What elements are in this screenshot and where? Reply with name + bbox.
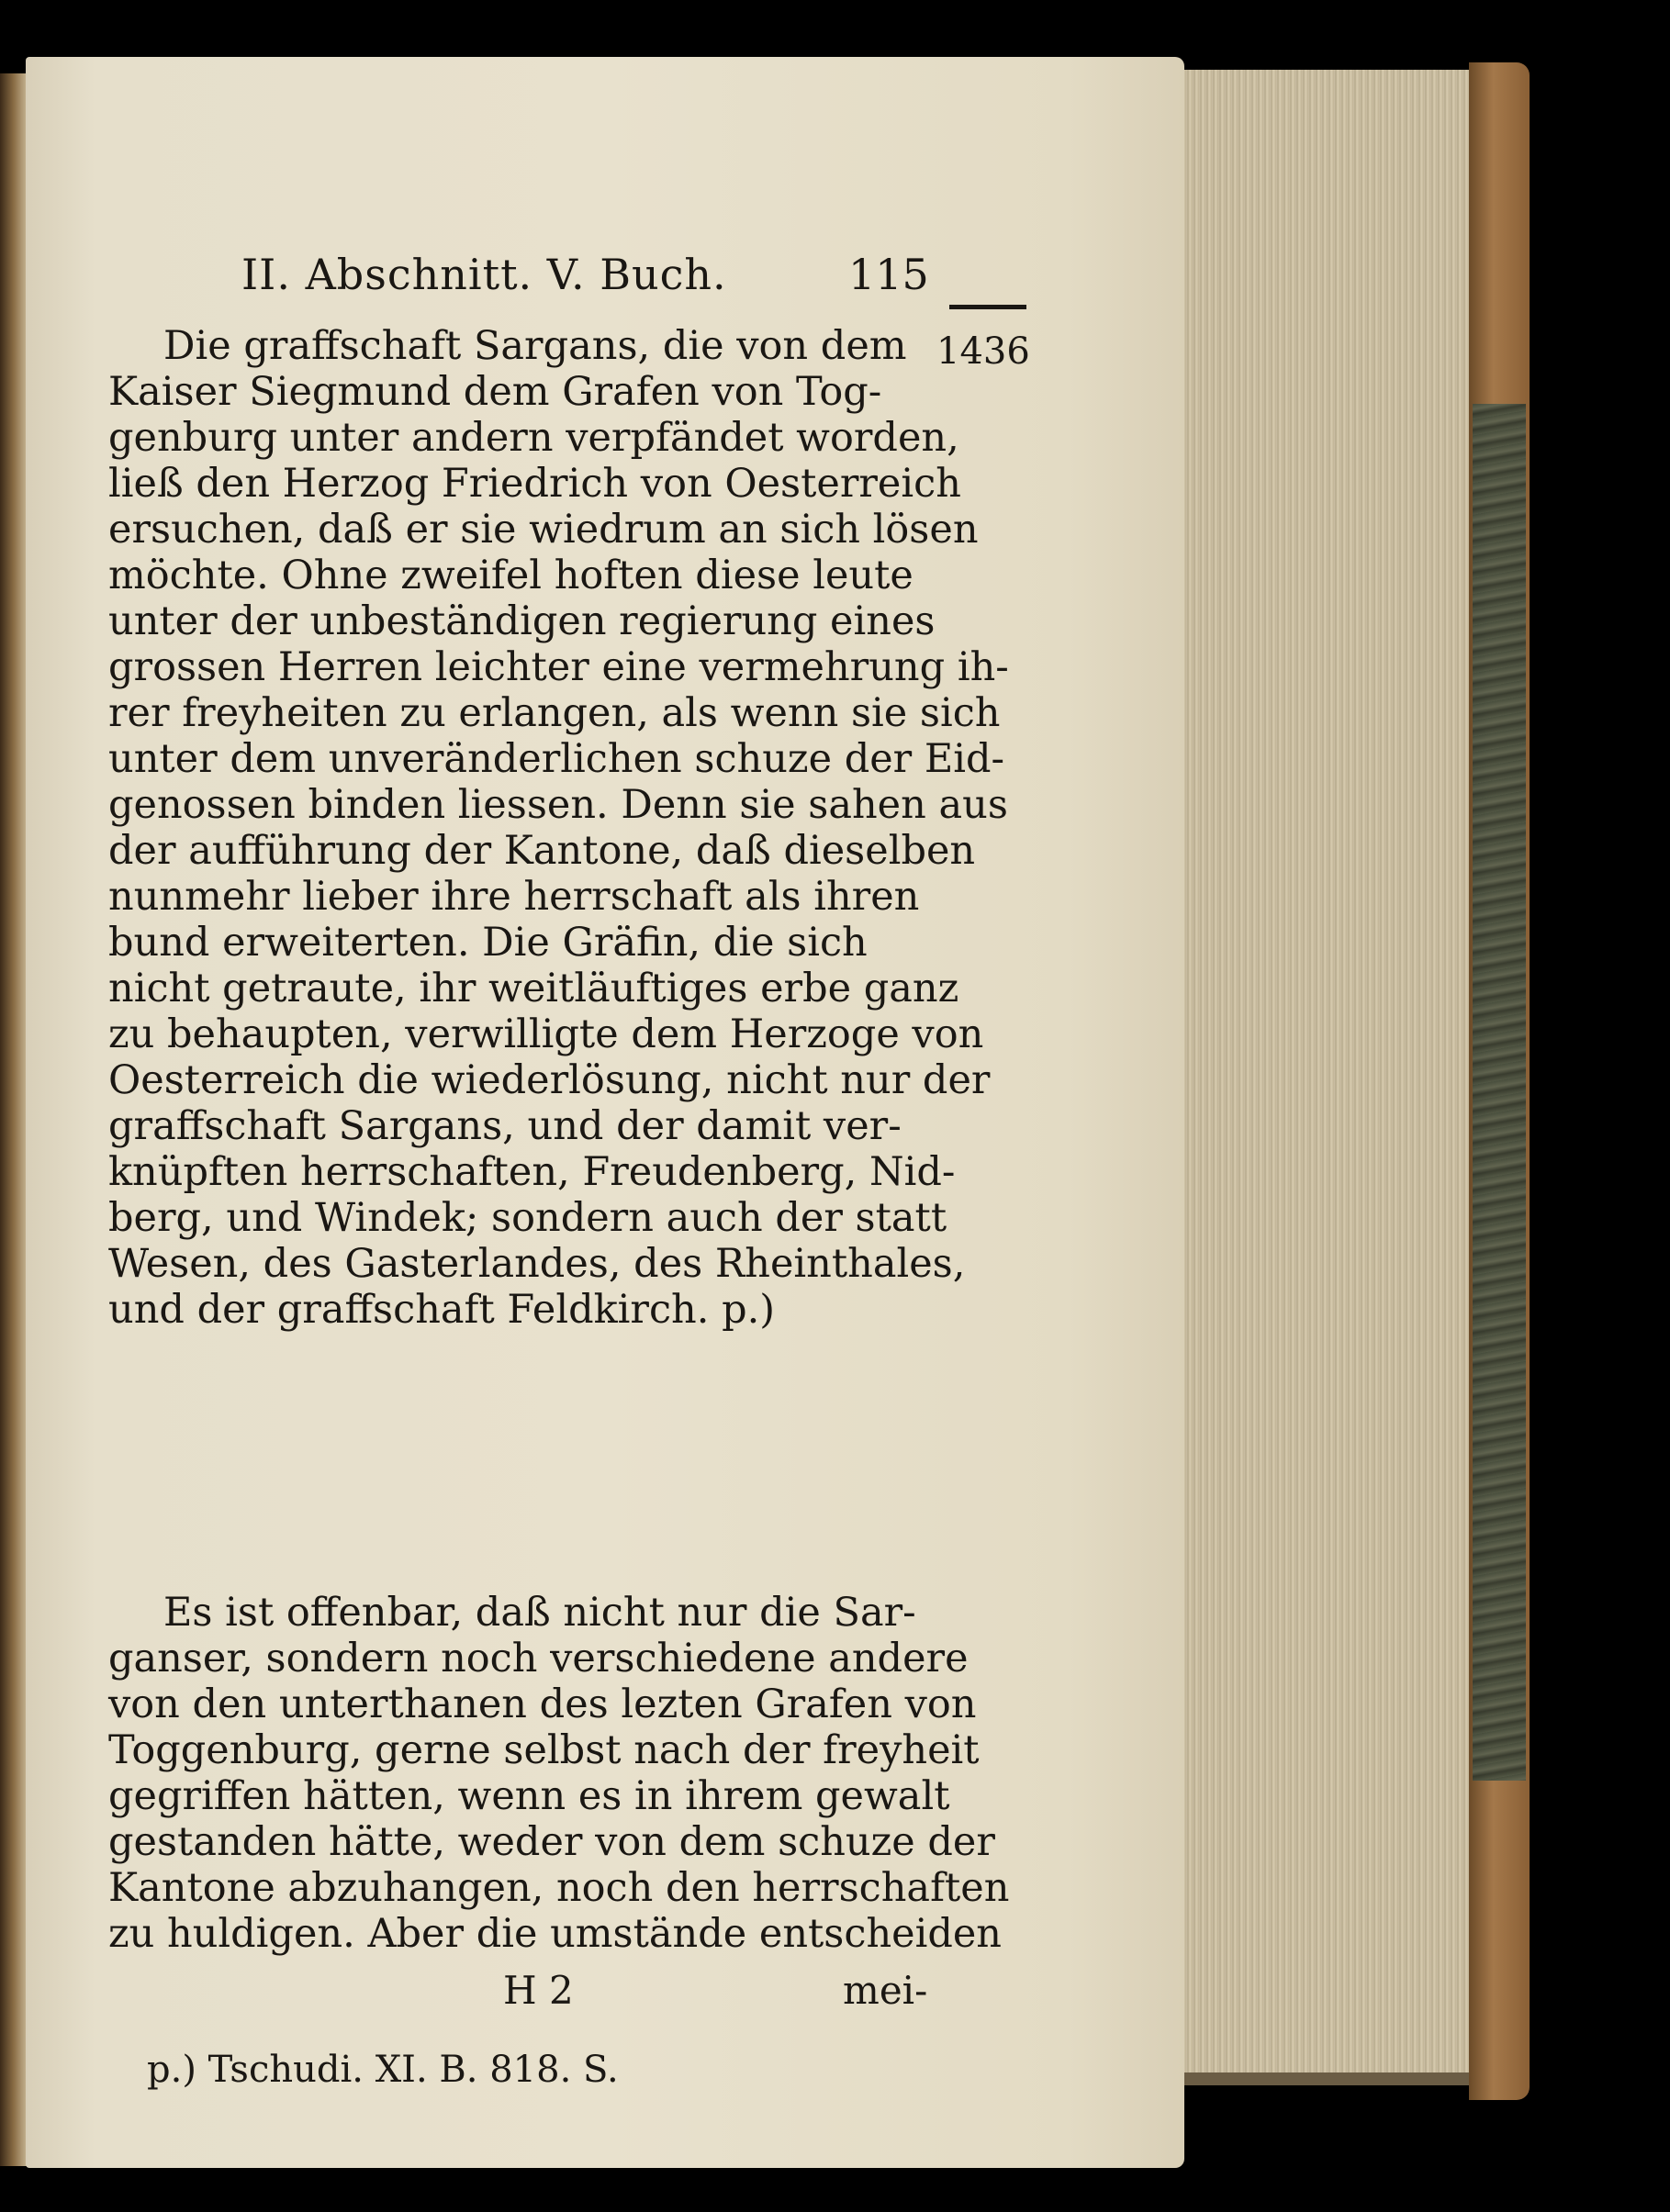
- text-line: gegriffen hätten, wenn es in ihrem gewalt: [108, 1773, 950, 1819]
- signature-row: [108, 1968, 928, 2014]
- text-line: gestanden hätte, weder von dem schuze der: [108, 1819, 995, 1865]
- footnote: p.) Tschudi. XI. B. 818. S.: [147, 2049, 619, 2091]
- page-number: 115: [848, 250, 929, 299]
- text-line: nicht getraute, ihr weitläuftiges erbe ganz: [108, 966, 959, 1011]
- text-line: Wesen, des Gasterlandes, des Rheinthales,: [108, 1241, 966, 1287]
- text-line: der aufführung der Kantone, daß dieselben: [108, 828, 976, 874]
- text-line: zu behaupten, verwilligte dem Herzoge von: [108, 1011, 984, 1057]
- text-line: möchte. Ohne zweifel hoften diese leute: [108, 553, 913, 598]
- marbled-cover-paper: [1473, 404, 1526, 1781]
- catchword: mei-: [843, 1968, 928, 2013]
- paragraph-2: [108, 1590, 1010, 1957]
- text-line: Oesterreich die wiederlösung, nicht nur der: [108, 1057, 991, 1103]
- running-head-title: II. Abschnitt. V. Buch.: [241, 250, 727, 299]
- text-line: Toggenburg, gerne selbst nach der freyheit: [108, 1727, 980, 1773]
- text-line: bund erweiterten. Die Gräfin, die sich: [108, 920, 868, 966]
- page-block-bottom: [1177, 2072, 1480, 2085]
- text-line: knüpften herrschaften, Freudenberg, Nid-: [108, 1149, 956, 1195]
- text-line: Kaiser Siegmund dem Grafen von Tog-: [108, 369, 882, 415]
- text-line: von den unterthanen des lezten Grafen von: [108, 1681, 977, 1727]
- text-line: grossen Herren leichter eine vermehrung ih-: [108, 644, 1009, 690]
- text-line: Die graffschaft Sargans, die von dem: [163, 323, 907, 369]
- text-line: graffschaft Sargans, und der damit ver-: [108, 1103, 902, 1149]
- text-line: genburg unter andern verpfändet worden,: [108, 415, 959, 461]
- text-line: unter dem unveränderlichen schuze der Eid-: [108, 736, 1005, 782]
- running-head: [108, 240, 929, 305]
- margin-rule: [949, 305, 1026, 309]
- signature-mark: H 2: [503, 1968, 574, 2013]
- text-line: ließ den Herzog Friedrich von Oesterreich: [108, 461, 961, 507]
- margin-year: 1436: [936, 330, 1030, 373]
- text-line: nunmehr lieber ihre herrschaft als ihren: [108, 874, 920, 920]
- text-line: Es ist offenbar, daß nicht nur die Sar-: [163, 1590, 916, 1636]
- text-line: rer freyheiten zu erlangen, als wenn sie sich: [108, 690, 1001, 736]
- text-line: unter der unbeständigen regierung eines: [108, 598, 936, 644]
- text-line: Kantone abzuhangen, noch den herrschaften: [108, 1865, 1010, 1911]
- text-line: zu huldigen. Aber die umstände entscheiden: [108, 1911, 1003, 1957]
- text-line: und der graffschaft Feldkirch. p.): [108, 1287, 776, 1333]
- text-line: ganser, sondern noch verschiedene andere: [108, 1636, 969, 1681]
- text-line: genossen binden liessen. Denn sie sahen aus: [108, 782, 1008, 828]
- text-line: berg, und Windek; sondern auch der statt: [108, 1195, 947, 1241]
- text-line: ersuchen, daß er sie wiedrum an sich lösen: [108, 507, 979, 553]
- page-block-edges: [1177, 70, 1483, 2076]
- facing-page-edge: [0, 73, 28, 2166]
